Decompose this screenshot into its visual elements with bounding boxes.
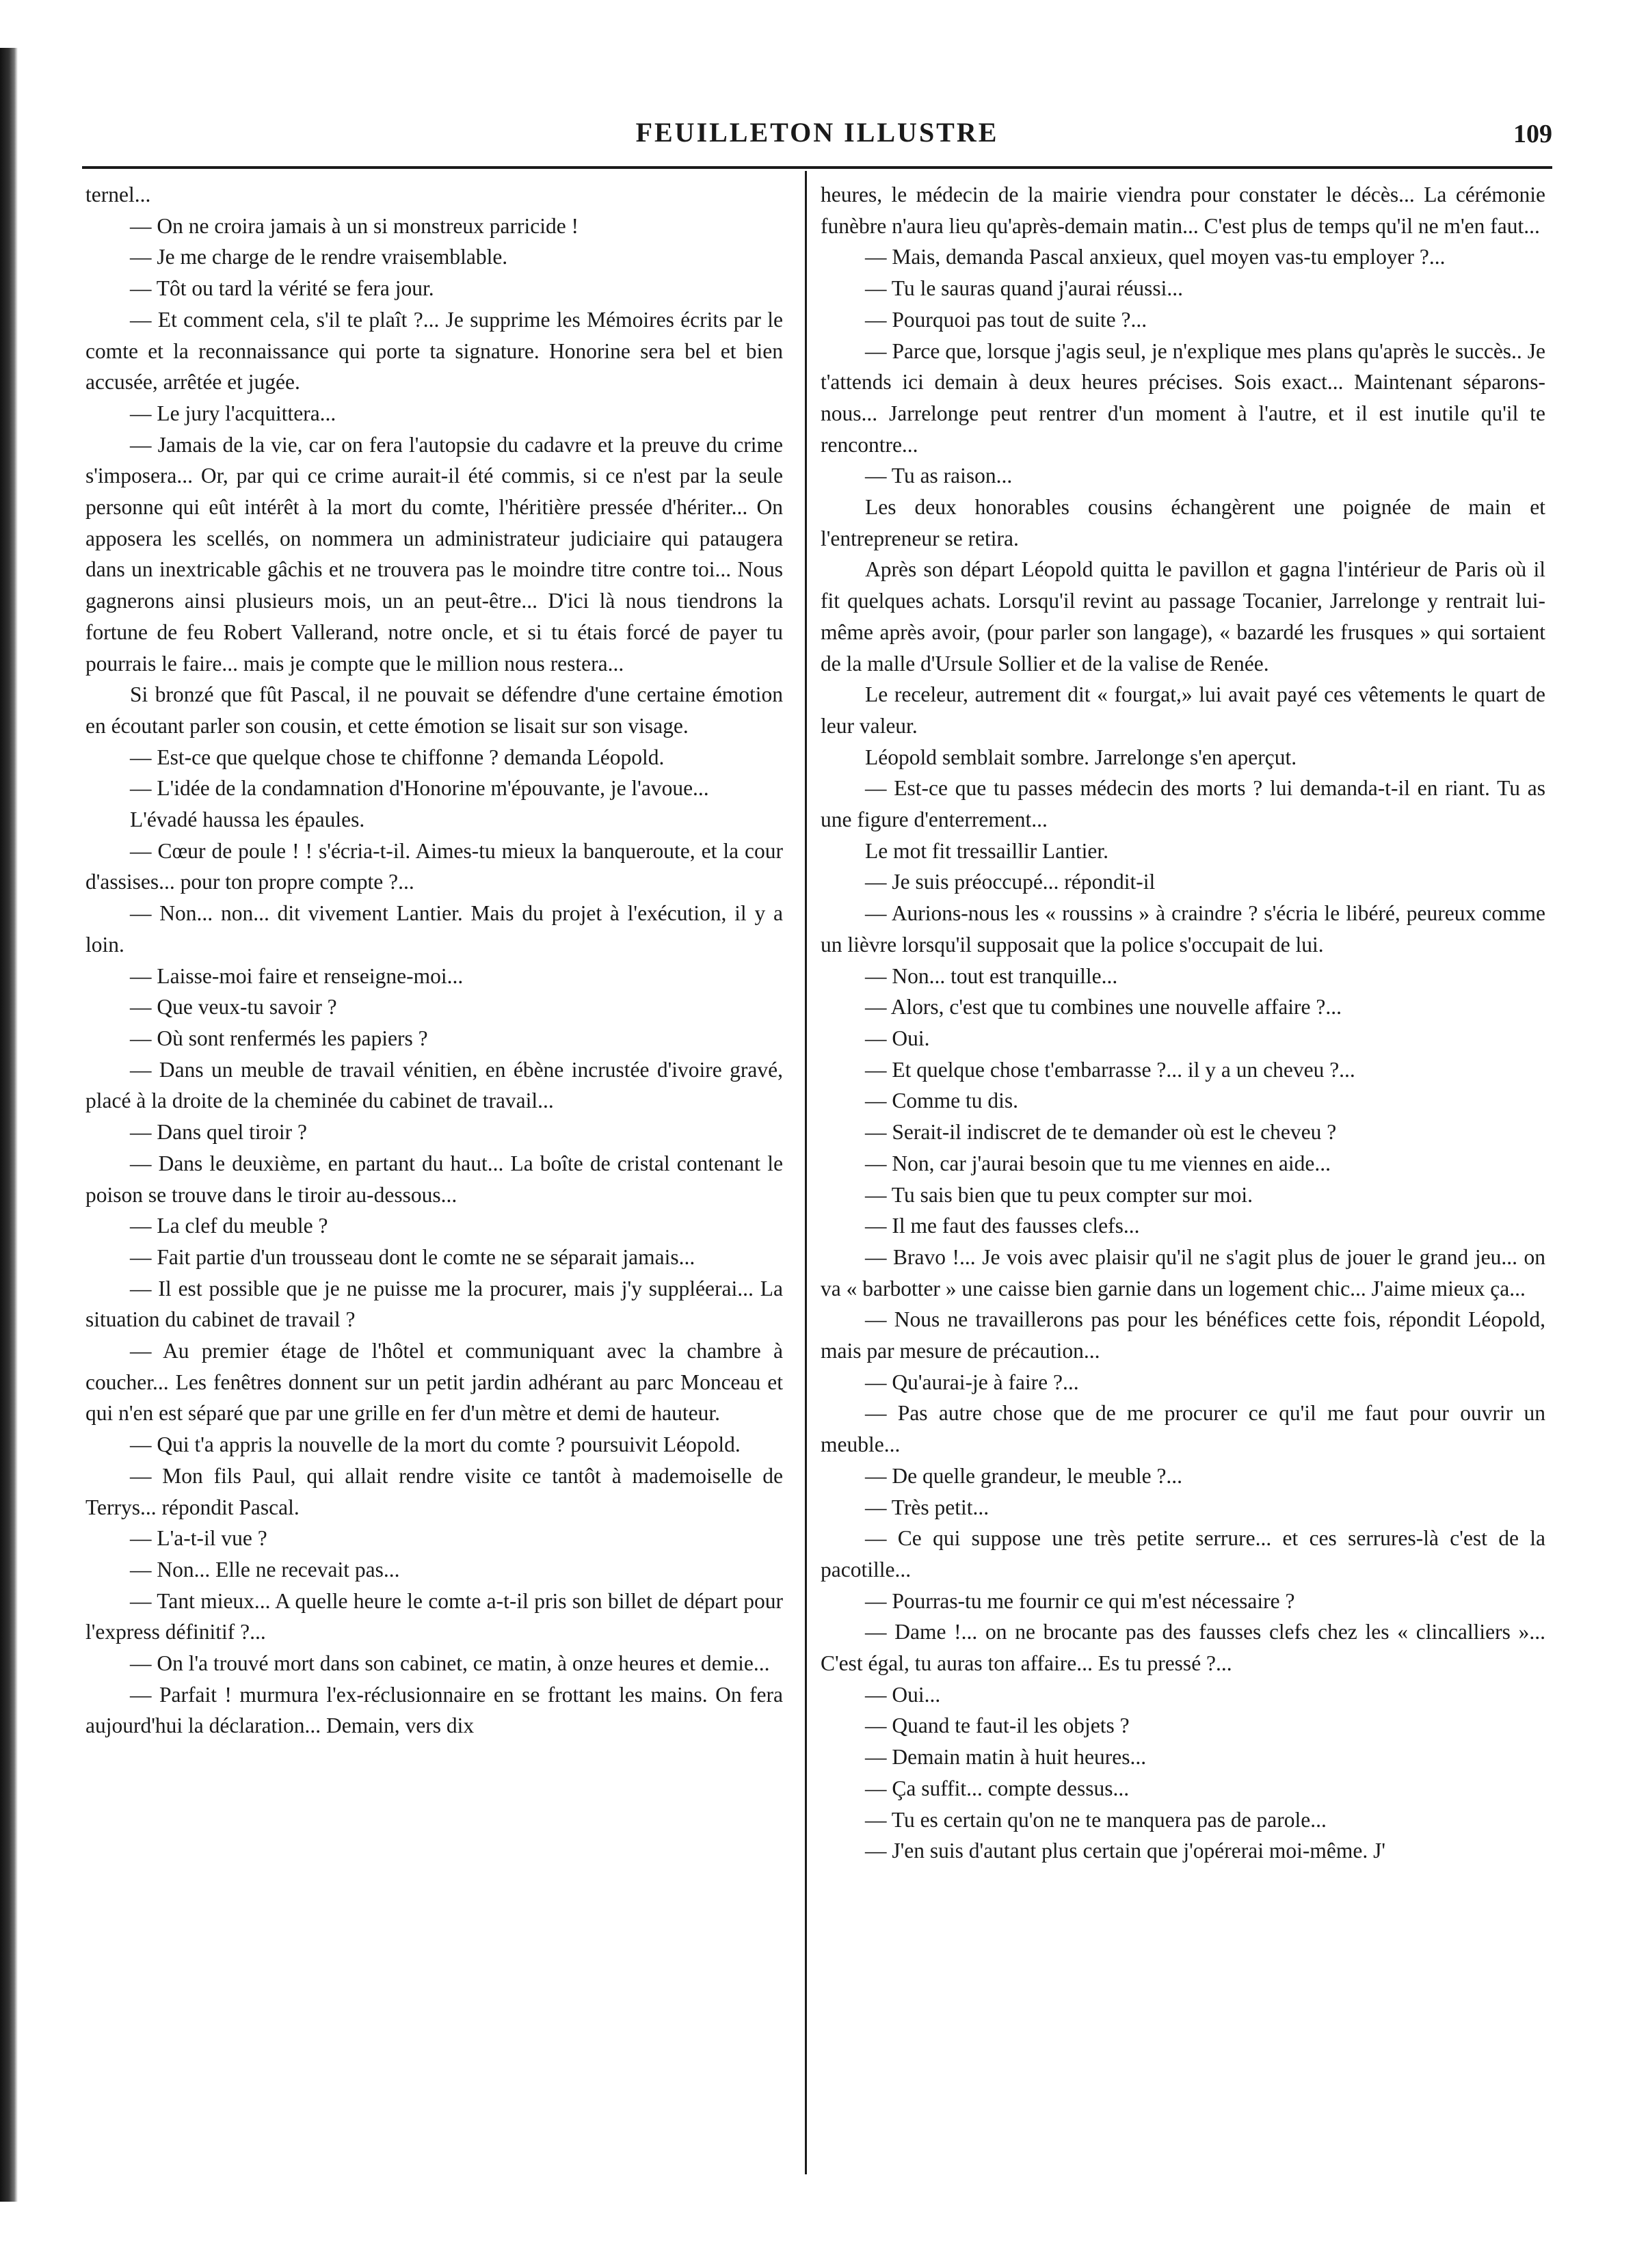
paragraph: Le receleur, autrement dit « fourgat,» lui avait payé ces vêtements le quart de leur valeur. — [821, 682, 1545, 738]
paragraph: Si bronzé que fût Pascal, il ne pouvait se défendre d'une certaine émotion en écoutant parler son cousin, et cette émotion se lisait sur son visage. — [85, 682, 783, 738]
paragraph: — Demain matin à huit heures... — [865, 1745, 1147, 1770]
column-rule — [805, 171, 807, 2174]
paragraph: — Il est possible que je ne puisse me la procurer, mais j'y suppléerai... La situation du cabinet de travail ? — [85, 1276, 783, 1332]
paragraph: — Et comment cela, s'il te plaît ?... Je supprime les Mémoires écrits par le comte et la reconnaissance qui porte ta signature. Honorine sera bel et bien accusée, arrêtée et jugée. — [85, 307, 783, 395]
paragraph: — Est-ce que quelque chose te chiffonne ? demanda Léopold. — [130, 745, 665, 769]
paragraph: — L'a-t-il vue ? — [130, 1526, 267, 1551]
paragraph: — De quelle grandeur, le meuble ?... — [865, 1463, 1183, 1488]
paragraph: — Où sont renfermés les papiers ? — [130, 1026, 428, 1050]
paragraph: — La clef du meuble ? — [130, 1214, 328, 1238]
paragraph: — Jamais de la vie, car on fera l'autopsie du cadavre et la preuve du crime s'imposera... Or, par qui ce crime aurait-il été commis, si ce n'est par la seule personne qui eût intérêt à la mort du comte, l'héritière pressée d'hériter... On apposera les scellés, on nommera un administrateur judiciaire qui pataugera dans un inextricable gâchis et ne trouvera pas le moindre titre contre toi... Nous gagnerons ainsi plusieurs mois, un an peut-être... D'ici là nous tiendrons la fortune de feu Robert Vallerand, notre oncle, et si tu étais forcé de payer tu pourrais le faire... mais je compte que le million nous restera... — [85, 432, 783, 676]
paragraph: — Il me faut des fausses clefs... — [865, 1214, 1140, 1238]
paragraph: — Ce qui suppose une très petite serrure... et ces serrures-là c'est de la pacotille... — [821, 1526, 1545, 1582]
paragraph: — Tu as raison... — [865, 464, 1013, 488]
paragraph: Léopold semblait sombre. Jarrelonge s'en aperçut. — [865, 745, 1297, 769]
paragraph: — Cœur de poule ! ! s'écria-t-il. Aimes-tu mieux la banqueroute, et la cour d'assises... pour ton propre compte ?... — [85, 838, 783, 894]
paragraph: — Non... tout est tranquille... — [865, 963, 1118, 988]
paragraph: — Alors, c'est que tu combines une nouvelle affaire ?... — [865, 995, 1342, 1019]
paragraph: — Je me charge de le rendre vraisemblable. — [130, 245, 508, 269]
paragraph: — Laisse-moi faire et renseigne-moi... — [130, 963, 464, 988]
paragraph: — Dame !... on ne brocante pas des fausses clefs chez les « clincalliers »... C'est égal, tu auras ton affaire... Es tu pressé ?... — [821, 1620, 1545, 1676]
paragraph: — Fait partie d'un trousseau dont le comte ne se séparait jamais... — [130, 1244, 695, 1269]
paragraph: — Pas autre chose que de me procurer ce qu'il me faut pour ouvrir un meuble... — [821, 1401, 1545, 1457]
paragraph: — Pourras-tu me fournir ce qui m'est nécessaire ? — [865, 1588, 1295, 1613]
paragraph: heures, le médecin de la mairie viendra pour constater le décès... La cérémonie funèbre n'aura lieu qu'après-demain matin... C'est plus de temps qu'il ne m'en faut... — [821, 183, 1545, 238]
paragraph: — Qu'aurai-je à faire ?... — [865, 1370, 1079, 1394]
paragraph: — Non... non... dit vivement Lantier. Mais du projet à l'exécution, il y a loin. — [85, 901, 783, 957]
paragraph: — Dans un meuble de travail vénitien, en ébène incrustée d'ivoire gravé, placé à la droite de la cheminée du cabinet de travail... — [85, 1057, 783, 1113]
paragraph: — Qui t'a appris la nouvelle de la mort du comte ? poursuivit Léopold. — [130, 1432, 741, 1457]
paragraph: L'évadé haussa les épaules. — [130, 808, 365, 832]
paragraph: — Tant mieux... A quelle heure le comte a-t-il pris son billet de départ pour l'express définitif ?... — [85, 1588, 783, 1644]
header-rule — [82, 166, 1552, 169]
paragraph: — Je suis préoccupé... répondit-il — [865, 870, 1156, 894]
paragraph: — Tu le sauras quand j'aurai réussi... — [865, 276, 1183, 301]
paragraph: Le mot fit tressaillir Lantier. — [865, 838, 1109, 863]
paragraph: — Mais, demanda Pascal anxieux, quel moyen vas-tu employer ?... — [865, 245, 1446, 269]
paragraph: — Que veux-tu savoir ? — [130, 995, 337, 1019]
paragraph: — Très petit... — [865, 1495, 989, 1519]
right-column — [821, 179, 1545, 2176]
paragraph: — Dans le deuxième, en partant du haut... La boîte de cristal contenant le poison se trouve dans le tiroir au-dessous... — [85, 1151, 783, 1207]
paragraph: — Parce que, lorsque j'agis seul, je n'explique mes plans qu'après le succès.. Je t'attends ici demain à deux heures précises. Sois exact... Maintenant séparons-nous... Jarrelonge peut rentrer d'un moment à l'autre, et il est inutile qu'il te rencontre... — [821, 338, 1545, 457]
paragraph: — Oui... — [865, 1682, 941, 1707]
paragraph: — On l'a trouvé mort dans son cabinet, ce matin, à onze heures et demie... — [130, 1651, 770, 1676]
paragraph: — Est-ce que tu passes médecin des morts ? lui demanda-t-il en riant. Tu as une figure d'enterrement... — [821, 776, 1545, 832]
running-title: FEUILLETON ILLUSTRE — [635, 117, 999, 148]
paragraph: Après son départ Léopold quitta le pavillon et gagna l'intérieur de Paris où il fit quelques achats. Lorsqu'il revint au passage Tocanier, Jarrelonge y rentrait lui-même après avoir, (pour parler son langage), « bazardé les frusques » qui sortaient de la malle d'Ursule Sollier et de la valise de Renée. — [821, 557, 1545, 676]
paragraph: — Au premier étage de l'hôtel et communiquant avec la chambre à coucher... Les fenêtres donnent sur un petit jardin adhérant au parc Monceau et qui n'en est séparé que par une grille en fer d'un mètre et demi de hauteur. — [85, 1339, 783, 1426]
paragraph: — L'idée de la condamnation d'Honorine m'épouvante, je l'avoue... — [130, 776, 709, 801]
paragraph: — Nous ne travaillerons pas pour les bénéfices cette fois, répondit Léopold, mais par mesure de précaution... — [821, 1307, 1545, 1363]
paragraph: — Non, car j'aurai besoin que tu me viennes en aide... — [865, 1151, 1331, 1175]
paragraph: — Pourquoi pas tout de suite ?... — [865, 307, 1147, 332]
paragraph: — Aurions-nous les « roussins » à craindre ? s'écria le libéré, peureux comme un lièvre lorsqu'il supposait que la police s'occupait de lui. — [821, 901, 1545, 957]
paragraph: — Tu sais bien que tu peux compter sur moi. — [865, 1182, 1253, 1207]
paragraph: — On ne croira jamais à un si monstreux parricide ! — [130, 213, 579, 238]
paragraph: — Mon fils Paul, qui allait rendre visite ce tantôt à mademoiselle de Terrys... répondit Pascal. — [85, 1463, 783, 1519]
paragraph: — Non... Elle ne recevait pas... — [130, 1557, 400, 1582]
paragraph: — Quand te faut-il les objets ? — [865, 1713, 1130, 1738]
paragraph: — Le jury l'acquittera... — [130, 401, 336, 425]
paragraph: Les deux honorables cousins échangèrent une poignée de main et l'entrepreneur se retira. — [821, 495, 1545, 550]
left-column — [85, 179, 783, 2176]
paragraph: — Bravo !... Je vois avec plaisir qu'il ne s'agit plus de jouer le grand jeu... on va « barbotter » une caisse bien garnie dans un logement chic... J'aime mieux ça... — [821, 1244, 1545, 1300]
paragraph: — J'en suis d'autant plus certain que j'opérerai moi-même. J' — [865, 1839, 1385, 1863]
paragraph: — Parfait ! murmura l'ex-réclusionnaire en se frottant les mains. On fera aujourd'hui la déclaration... Demain, vers dix — [85, 1682, 783, 1738]
page-number: 109 — [1513, 120, 1552, 148]
paragraph: — Dans quel tiroir ? — [130, 1120, 307, 1145]
binding-edge — [0, 48, 18, 2202]
paragraph: ternel... — [85, 183, 151, 206]
paragraph: — Ça suffit... compte dessus... — [865, 1776, 1130, 1800]
page-header — [82, 116, 1552, 164]
paragraph: — Et quelque chose t'embarrasse ?... il y a un cheveu ?... — [865, 1057, 1355, 1082]
paragraph: — Comme tu dis. — [865, 1089, 1019, 1113]
paragraph: — Oui. — [865, 1026, 930, 1050]
paragraph: — Serait-il indiscret de te demander où est le cheveu ? — [865, 1120, 1337, 1145]
paragraph: — Tôt ou tard la vérité se fera jour. — [130, 276, 434, 301]
paragraph: — Tu es certain qu'on ne te manquera pas de parole... — [865, 1807, 1327, 1832]
